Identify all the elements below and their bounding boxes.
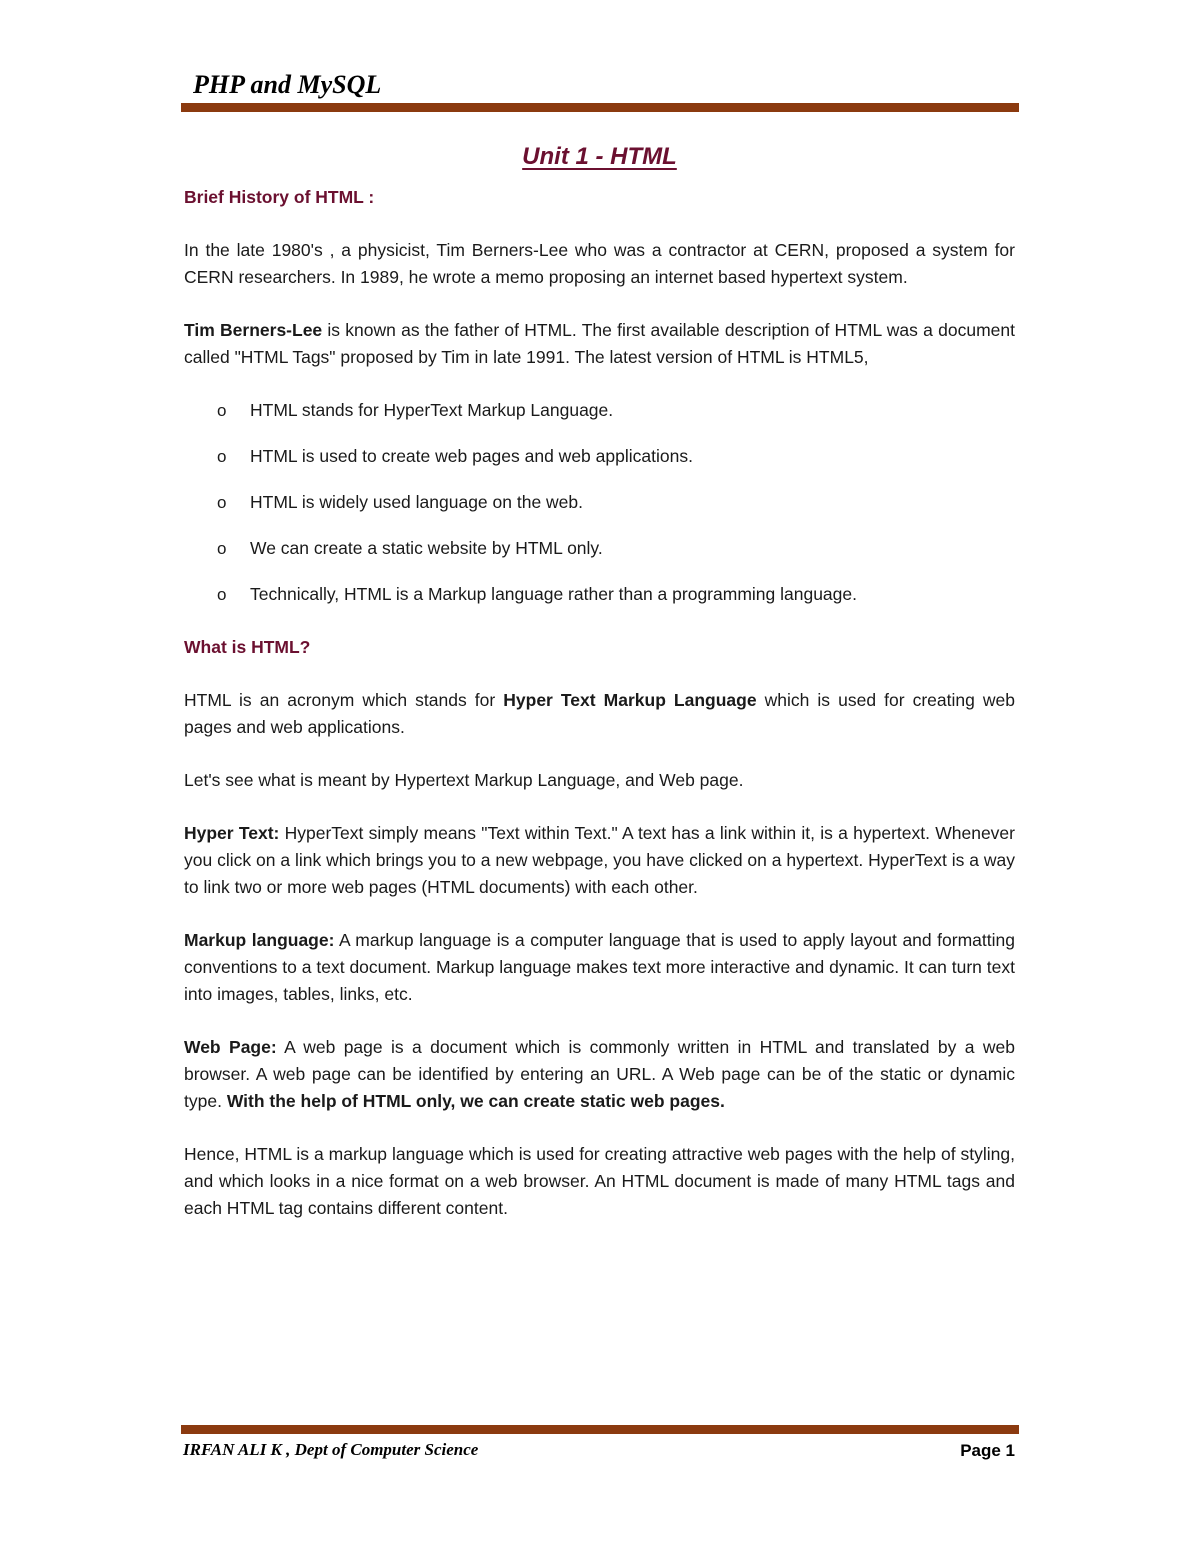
list-item-text: HTML is widely used language on the web. bbox=[250, 492, 584, 512]
bullet-icon: o bbox=[217, 493, 227, 512]
hypertext-text: HyperText simply means "Text within Text." A text has a link within it, is a hypertext. Whenever you click on a link which brings you to a new webpage, you have clicked on a hypertext. HyperText is a way to link two or more web pages (HTML documents) with each other. bbox=[184, 823, 1015, 897]
html-facts-list bbox=[184, 397, 1015, 608]
document-header-title: PHP and MySQL bbox=[193, 70, 382, 99]
unit-title: Unit 1 - HTML bbox=[522, 143, 677, 170]
footer-author: IRFAN ALI K , Dept of Computer Science bbox=[183, 1440, 479, 1459]
bullet-icon: o bbox=[217, 447, 227, 466]
bullet-icon: o bbox=[217, 585, 227, 604]
hypertext-definition bbox=[184, 820, 1015, 901]
what-is-paragraph-1 bbox=[184, 687, 1015, 741]
history-paragraph-1: In the late 1980's , a physicist, Tim Berners-Lee who was a contractor at CERN, proposed a system for CERN researchers. In 1989, he wrote a memo proposing an internet based hypertext system. bbox=[184, 240, 1015, 287]
web-page-bold-sentence: With the help of HTML only, we can create static web pages. bbox=[226, 1091, 725, 1111]
what-is-paragraph-2: Let's see what is meant by Hypertext Markup Language, and Web page. bbox=[184, 770, 744, 790]
web-page-text: A web page is a document which is commonly written in HTML and translated by a web browser. A web page can be identified by entering an URL. A Web page can be of the static or dynamic type. bbox=[184, 1037, 1015, 1111]
bullet-icon: o bbox=[217, 539, 227, 558]
history-heading: Brief History of HTML : bbox=[184, 187, 375, 207]
bullet-icon: o bbox=[217, 401, 227, 420]
list-item-text: We can create a static website by HTML only. bbox=[250, 538, 603, 558]
what-is-text-a: HTML is an acronym which stands for bbox=[184, 690, 504, 710]
list-item bbox=[184, 443, 1015, 470]
hypertext-term: Hyper Text: bbox=[184, 823, 280, 843]
history-paragraph-2-text: is known as the father of HTML. The first available description of HTML was a document called "HTML Tags" proposed by Tim in late 1991. The latest version of HTML is HTML5, bbox=[184, 320, 1015, 367]
list-item-text: HTML stands for HyperText Markup Language. bbox=[250, 400, 614, 420]
list-item-text: HTML is used to create web pages and web applications. bbox=[250, 446, 693, 466]
markup-language-term: Markup language: bbox=[184, 930, 335, 950]
what-is-html-heading: What is HTML? bbox=[184, 637, 311, 657]
markup-language-definition bbox=[184, 927, 1015, 1008]
list-item bbox=[184, 535, 1015, 562]
markup-language-text: A markup language is a computer language that is used to apply layout and formatting conventions to a text document. Markup language makes text more interactive and dynamic. It can turn text into images, tables, links, etc. bbox=[184, 930, 1015, 1004]
list-item bbox=[184, 489, 1015, 516]
what-is-text-b: which is used for creating web pages and web applications. bbox=[184, 690, 1015, 737]
list-item-text: Technically, HTML is a Markup language rather than a programming language. bbox=[250, 584, 857, 604]
web-page-term: Web Page: bbox=[184, 1037, 277, 1057]
page-content bbox=[184, 140, 1015, 1248]
tim-berners-lee-term: Tim Berners-Lee bbox=[184, 320, 323, 340]
page-number: Page 1 bbox=[960, 1441, 1015, 1460]
web-page-definition bbox=[184, 1034, 1015, 1115]
hence-paragraph: Hence, HTML is a markup language which is used for creating attractive web pages with the help of styling, and which looks in a nice format on a web browser. An HTML document is made of many HTML tags and each HTML tag contains different content. bbox=[184, 1144, 1015, 1218]
header-divider bbox=[181, 103, 1019, 112]
list-item bbox=[184, 581, 1015, 608]
footer-divider bbox=[181, 1425, 1019, 1434]
history-paragraph-2 bbox=[184, 317, 1015, 371]
list-item bbox=[184, 397, 1015, 424]
hyper-text-markup-language-term: Hyper Text Markup Language bbox=[503, 690, 757, 710]
